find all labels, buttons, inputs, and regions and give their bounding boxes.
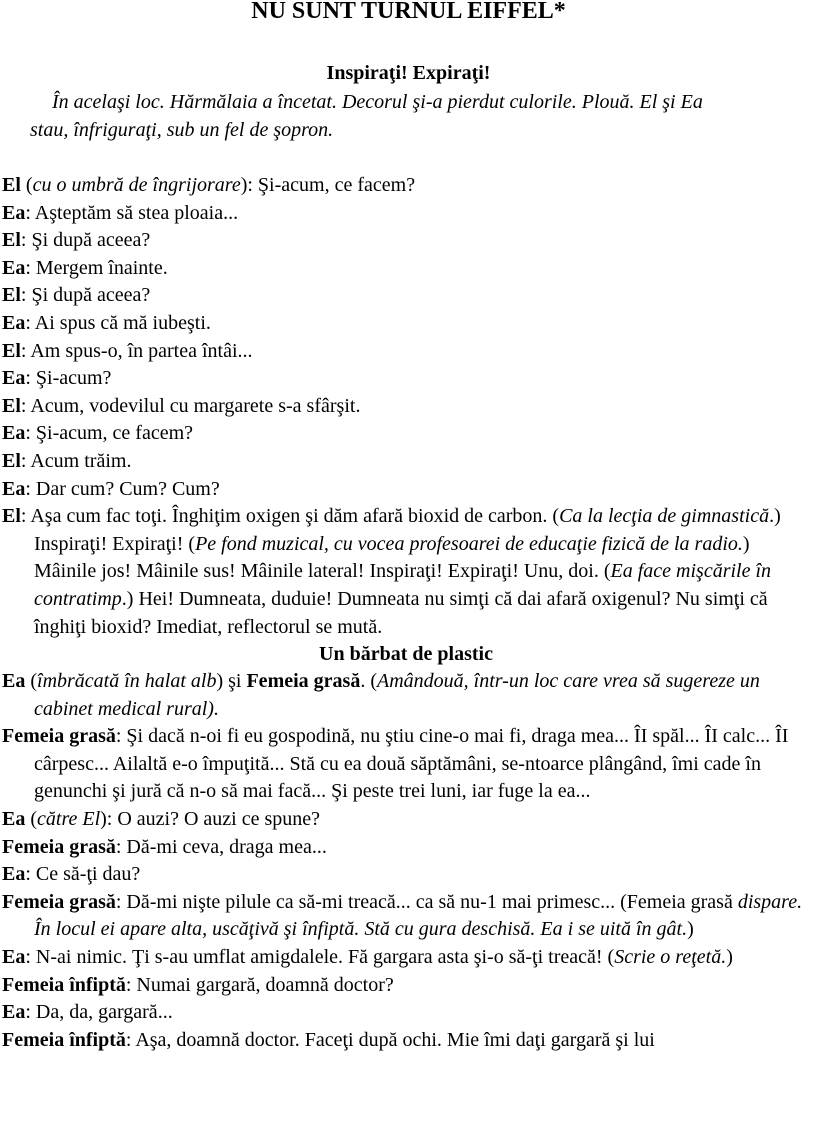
speaker-name: Femeia grasă xyxy=(2,835,116,858)
dialogue-section-1 xyxy=(2,172,812,641)
speaker-name: Ea xyxy=(2,256,26,279)
dialogue-line xyxy=(2,393,812,421)
speaker-name: El xyxy=(2,505,21,528)
dialogue-line xyxy=(2,365,812,393)
dialogue-line xyxy=(2,723,812,806)
stage-direction xyxy=(30,88,790,144)
line-text: .) Hei! Dumneata, duduie! Dumneata nu simţi că dai afară oxigenul? Nu simţi că înghiţi bioxid? Imediat, reflectorul se mută. xyxy=(34,587,768,638)
speaker-name: El xyxy=(2,339,21,362)
stage-note: Amândouă, într-un loc care vrea să sugereze un cabinet medical rural). xyxy=(34,670,760,720)
dialogue-line xyxy=(2,448,812,476)
line-text: ): Şi-acum, ce facem? xyxy=(240,174,416,196)
line-text: : Dar cum? Cum? Cum? xyxy=(25,477,220,500)
line-text: : Mergem înainte. xyxy=(25,256,168,279)
dialogue-section-2 xyxy=(2,668,812,1054)
dialogue-line xyxy=(2,420,812,448)
stage-note: către El xyxy=(37,808,101,831)
line-text: : Şi-acum, ce facem? xyxy=(25,422,194,445)
line-text: : Dă-mi ceva, draga mea... xyxy=(115,835,327,858)
speaker-name: El xyxy=(2,174,21,196)
line-text: : Numai gargară, doamnă doctor? xyxy=(125,973,394,996)
scene-heading-2: Un bărbat de plastic xyxy=(319,643,493,666)
speaker-name: Ea xyxy=(2,422,26,445)
line-text: ) xyxy=(726,946,733,969)
line-text: Femeia grasă xyxy=(246,670,361,693)
dialogue-line xyxy=(2,200,812,228)
speaker-name: Ea xyxy=(2,808,26,831)
dialogue-line xyxy=(2,806,812,834)
stage-direction-line-2: stau, înfriguraţi, sub un fel de şopron. xyxy=(30,119,334,141)
speaker-name: Femeia grasă xyxy=(2,890,116,913)
dialogue-line xyxy=(2,834,812,862)
stage-note: Ea face mişcările în contratimp xyxy=(34,560,772,610)
dialogue-line xyxy=(2,889,812,944)
speaker-name: Femeia grasă xyxy=(2,725,116,748)
speaker-name: El xyxy=(2,449,21,472)
stage-note: Pe fond muzical, cu vocea profesoarei de educaţie fizică de la radio. xyxy=(195,532,743,555)
line-text: : Aşa cum fac toţi. Înghiţim oxigen şi dăm afară bioxid de carbon. ( xyxy=(20,505,560,528)
dialogue-line xyxy=(2,282,812,310)
dialogue-block xyxy=(2,172,812,1054)
line-text: ( xyxy=(25,670,38,693)
dialogue-line xyxy=(2,999,812,1027)
dialogue-line xyxy=(2,338,812,366)
speaker-name: Ea xyxy=(2,670,26,693)
line-text: : Dă-mi nişte pilule ca să-mi treacă... ca să nu-1 mai primesc... (Femeia grasă xyxy=(115,890,738,913)
line-text: : Ai spus că mă iubeşti. xyxy=(25,311,211,334)
dialogue-line xyxy=(2,255,812,283)
line-text: : N-ai nimic. Ţi s-au umflat amigdalele. Fă gargara asta şi-o să-ţi treacă! ( xyxy=(25,946,615,969)
stage-note: cu o umbră de îngrijorare xyxy=(32,174,241,196)
speaker-name: El xyxy=(2,284,21,307)
dialogue-line xyxy=(2,227,812,255)
line-text: : Şi dacă n-oi fi eu gospodină, nu ştiu cine-o mai fi, draga mea... ÎI spăl... ÎI calc... ÎI cârpesc... Ailaltă e-o împuţită... Stă cu ea două săptămâni, se-ntoarce plângând, îmi cade în genunchi şi jură că n-o să mai facă... Şi peste trei luni, iar fuge la ea... xyxy=(34,725,789,803)
line-text: : Aşteptăm să stea ploaia... xyxy=(25,201,239,224)
speaker-name: El xyxy=(2,229,21,252)
dialogue-line xyxy=(2,1027,812,1055)
line-text: : Am spus-o, în partea întâi... xyxy=(20,339,253,362)
speaker-name: Ea xyxy=(2,477,26,500)
dialogue-line xyxy=(2,503,812,641)
line-text: ) Mâinile jos! Mâinile sus! Mâinile lateral! Inspiraţi! Expiraţi! Unu, doi. ( xyxy=(34,532,750,583)
scene-heading-1: Inspiraţi! Expiraţi! xyxy=(326,62,491,84)
stage-note: Scrie o reţetă. xyxy=(614,946,727,969)
dialogue-line xyxy=(2,861,812,889)
speaker-name: Femeia înfiptă xyxy=(2,1028,126,1051)
stage-note: îmbrăcată în halat alb xyxy=(37,670,217,693)
line-text: . ( xyxy=(360,670,377,693)
dialogue-line xyxy=(2,972,812,1000)
speaker-name: El xyxy=(2,394,21,417)
stage-note: Ca la lecţia de gimnastică xyxy=(559,505,770,528)
speaker-name: Ea xyxy=(2,367,26,390)
dialogue-line xyxy=(2,476,812,504)
line-text: : Ce să-ţi dau? xyxy=(25,863,141,886)
stage-note: dispare. În locul ei apare alta, uscăţivă şi înfiptă. Stă cu gura deschisă. Ea i se uită în gât. xyxy=(34,890,803,941)
line-text: ): O auzi? O auzi ce spune? xyxy=(100,808,321,831)
line-text: : Acum, vodevilul cu margarete s-a sfârşit. xyxy=(20,394,361,417)
line-text: : Aşa, doamnă doctor. Faceţi după ochi. Mie îmi daţi gargară şi lui xyxy=(125,1028,655,1051)
line-text: ) xyxy=(687,918,694,941)
dialogue-line xyxy=(2,944,812,972)
document-title: NU SUNT TURNUL EIFFEL* xyxy=(251,0,566,24)
stage-direction-line-1: În acelaşi loc. Hărmălaia a încetat. Decorul şi-a pierdut culorile. Plouă. El şi Ea xyxy=(52,91,703,113)
line-text: ) şi xyxy=(216,670,247,693)
speaker-name: Femeia înfiptă xyxy=(2,973,126,996)
line-text: : Şi după aceea? xyxy=(20,284,151,307)
dialogue-line xyxy=(2,668,812,723)
dialogue-line xyxy=(2,172,812,200)
line-text: : Da, da, gargară... xyxy=(25,1001,173,1024)
line-text: ( xyxy=(20,174,33,196)
line-text: : Acum trăim. xyxy=(20,449,132,472)
line-text: .) Inspiraţi! Expiraţi! ( xyxy=(34,505,781,555)
dialogue-line xyxy=(2,310,812,338)
speaker-name: Ea xyxy=(2,1001,26,1024)
speaker-name: Ea xyxy=(2,201,26,224)
speaker-name: Ea xyxy=(2,946,26,969)
line-text: : Şi-acum? xyxy=(25,367,112,390)
speaker-name: Ea xyxy=(2,863,26,886)
line-text: : Şi după aceea? xyxy=(20,229,151,252)
speaker-name: Ea xyxy=(2,311,26,334)
line-text: ( xyxy=(25,808,38,831)
